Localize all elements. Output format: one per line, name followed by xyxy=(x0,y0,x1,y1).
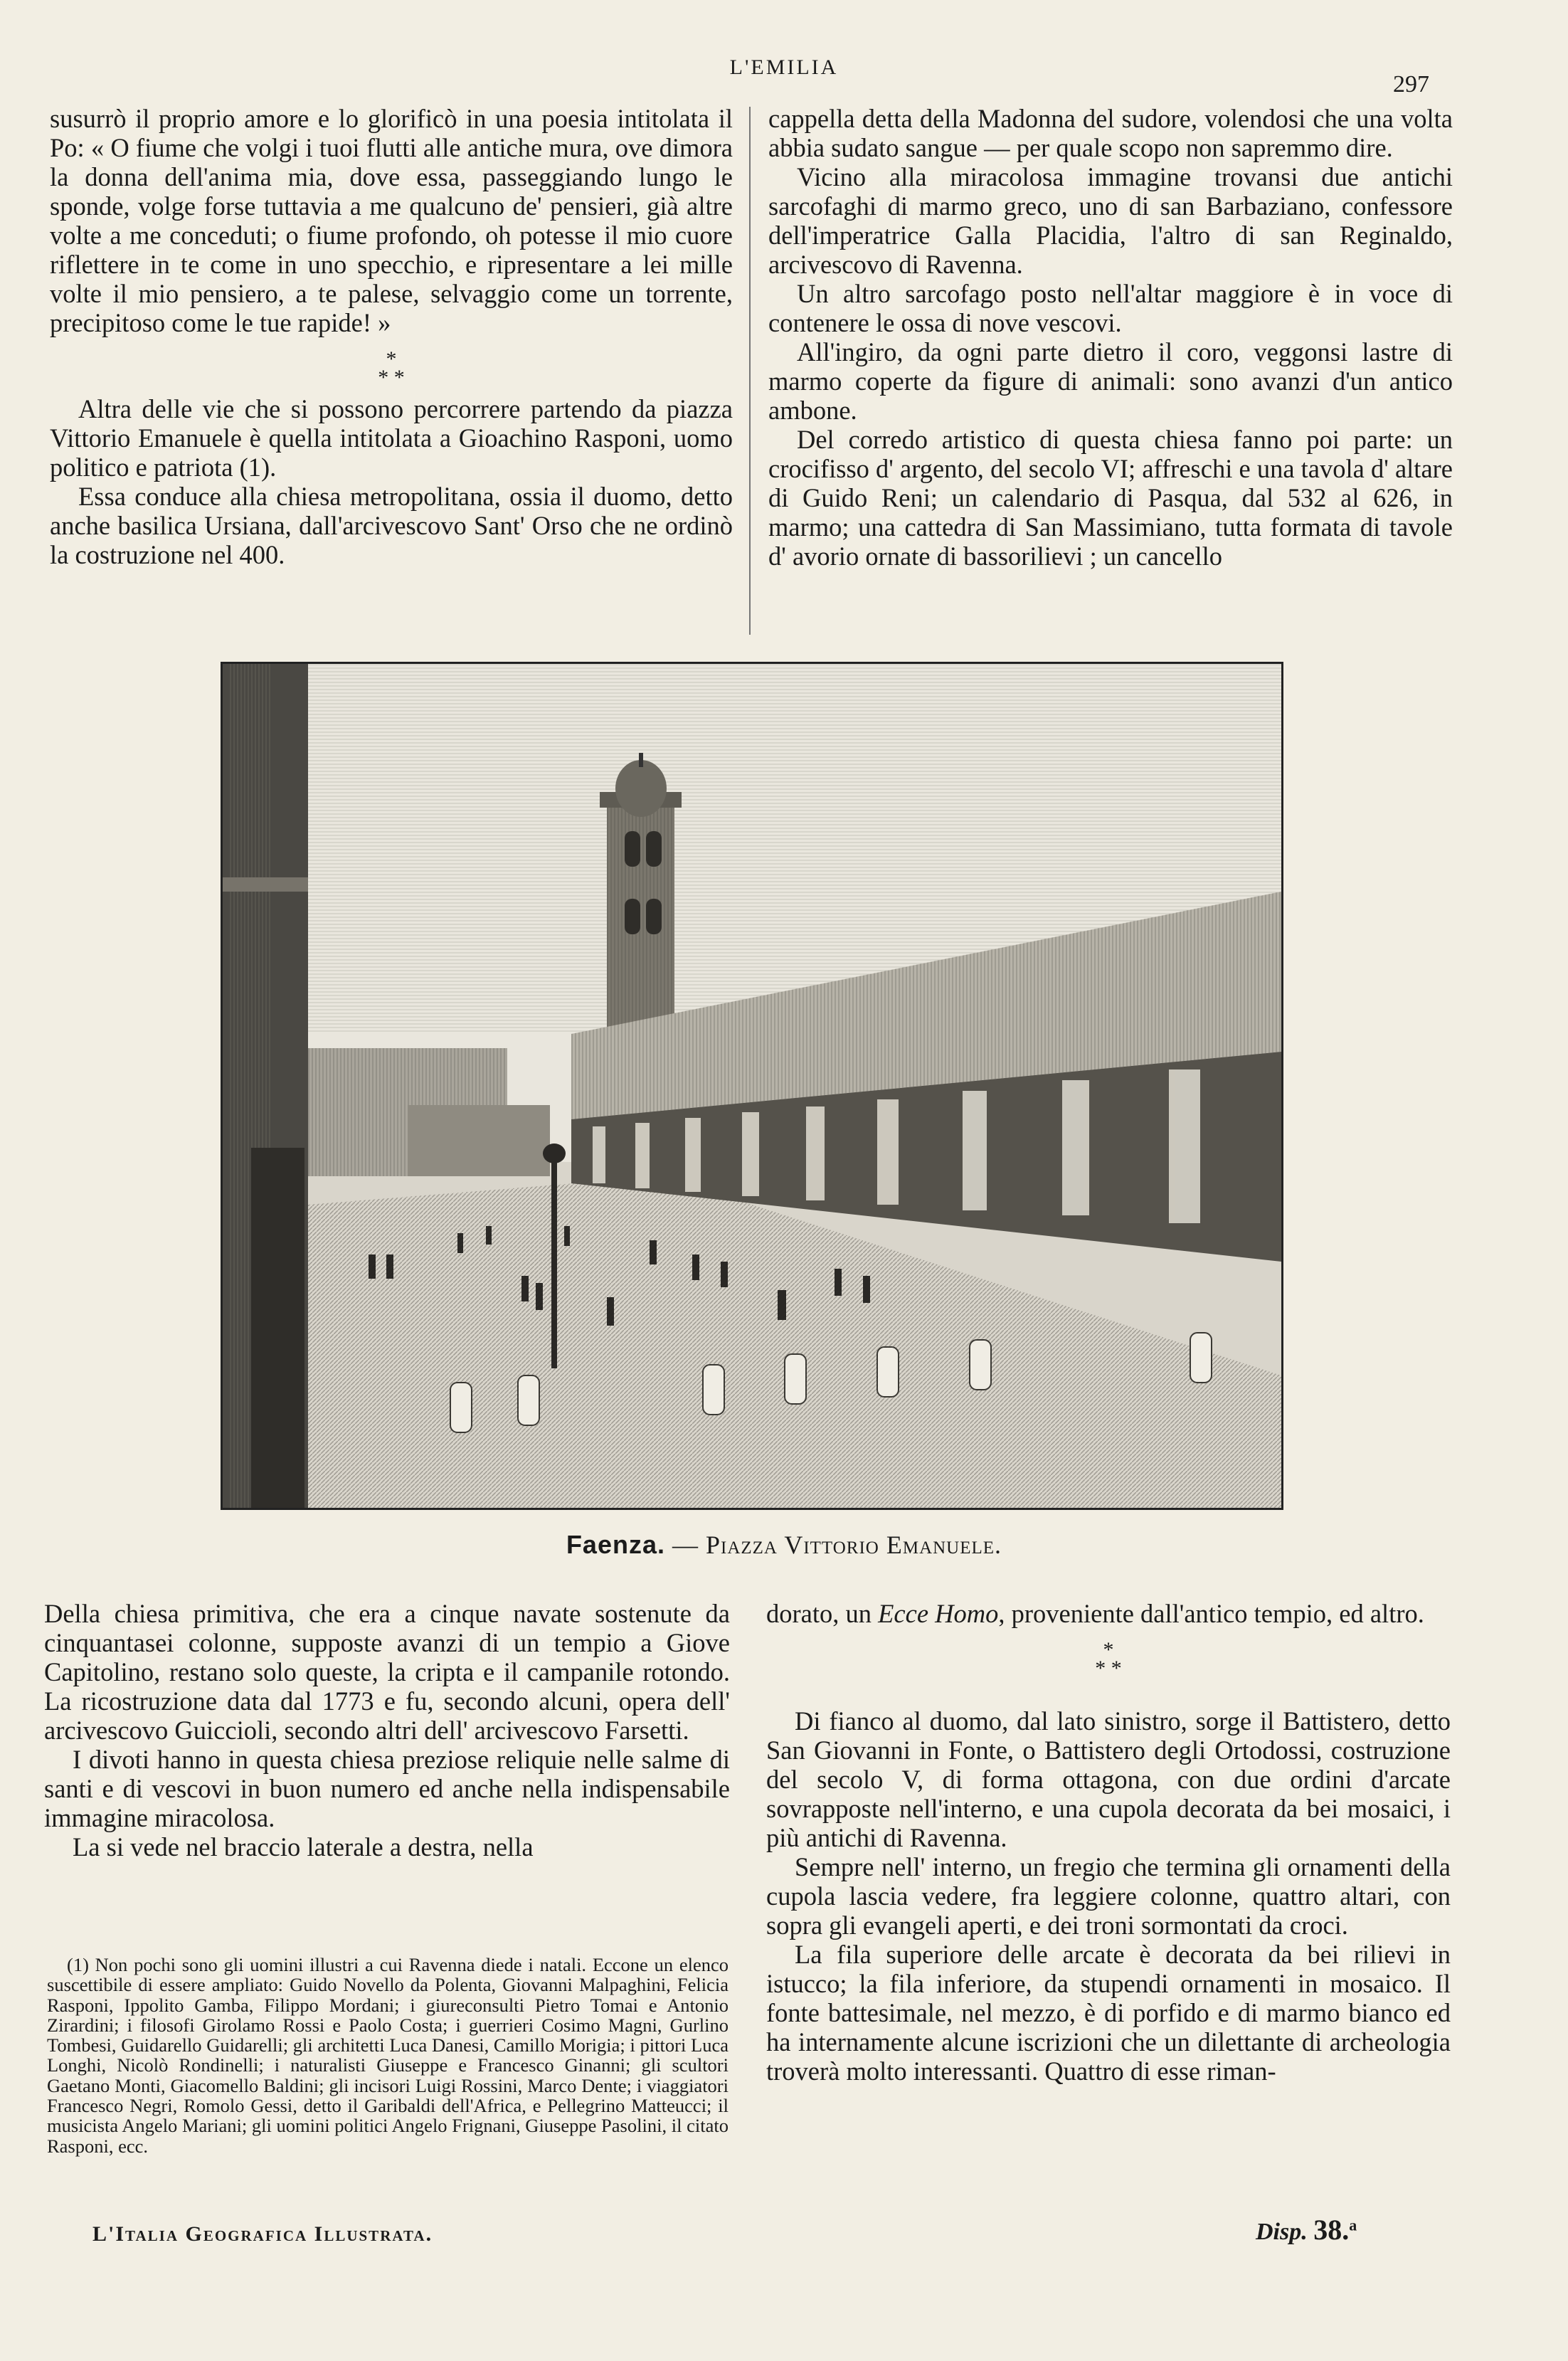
text-run: dorato, un xyxy=(766,1599,879,1628)
paragraph: susurrò il proprio amore e lo glorificò in una poesia intitolata il Po: « O fiume che volgi i tuoi flutti alle antiche mura, ove dimora la donna dell'anima mia, dove essa, passeggiando lungo le sponde, volge forse tuttavia a me qualcuno de' pensieri, già altre volte a me conceduti; o fiume profondo, oh potesse il mio cuore riflettere in te come in uno specchio, e ripresentare a lei mille volte il mio pensiero, a te palese, selvaggio come un torrente, precipitoso come le tue rapide! » xyxy=(50,104,733,337)
paragraph: Vicino alla miracolosa immagine trovansi due antichi sarcofaghi di marmo greco, uno di san Barbaziano, confessore dell'imperatrice Galla Placidia, l'altro di san Reginaldo, arcivescovo di Ravenna. xyxy=(768,162,1453,279)
paragraph: La fila superiore delle arcate è decorata da bei rilievi in istucco; la fila inferiore, da stupendi ornamenti in mosaico. Il fonte battesimale, nel mezzo, è di porfido e di marmo bianco ed ha internamente alcune iscrizioni che un dilettante di archeologia troverà molto interessanti. Quattro di esse riman- xyxy=(766,1940,1451,2086)
disp-sup: a xyxy=(1349,2216,1357,2234)
piazza-engraving xyxy=(223,664,1281,1508)
engraving-illustration xyxy=(221,662,1283,1510)
disp-number: 38. xyxy=(1313,2214,1350,2246)
text-run: , proveniente dall'antico tempio, ed altro. xyxy=(998,1599,1424,1628)
paragraph: Di fianco al duomo, dal lato sinistro, sorge il Battistero, detto San Giovanni in Fonte, o Battistero degli Ortodossi, costruzione del secolo V, di forma ottagona, con due ordini d'arcate sovrapposte nell'interno, e una cupola decorata da bei mosaici, i più antichi di Ravenna. xyxy=(766,1706,1451,1852)
column-top-left xyxy=(50,104,733,569)
italic-title: Ecce Homo xyxy=(878,1599,999,1628)
page-number: 297 xyxy=(1393,71,1429,97)
disp-label: Disp. xyxy=(1256,2219,1308,2245)
paragraph: I divoti hanno in questa chiesa preziose reliquie nelle salme di santi e di vescovi in buon numero ed anche nella indispensabile immagine miracolosa. xyxy=(44,1745,730,1832)
column-rule xyxy=(749,107,751,635)
figure-caption xyxy=(0,1530,1568,1560)
caption-place: Faenza. xyxy=(566,1530,665,1559)
paragraph: All'ingiro, da ogni parte dietro il coro, veggonsi lastre di marmo coperte da figure di animali: sono avanzi d'un antico ambone. xyxy=(768,337,1453,425)
paragraph: cappella detta della Madonna del sudore, volendosi che una volta abbia sudato sangue — per quale scopo non sapremmo dire. xyxy=(768,104,1453,162)
dispensa-marker xyxy=(1256,2213,1357,2246)
caption-title: Piazza Vittorio Emanuele. xyxy=(705,1531,1002,1559)
paragraph: La si vede nel braccio laterale a destra, nella xyxy=(73,1832,534,1861)
column-bottom-right xyxy=(766,1599,1451,2086)
footnote-text: (1) Non pochi sono gli uomini illustri a cui Ravenna diede i natali. Eccone un elenco suscettibile di essere ampliato: Guido Novello da Polenta, Giovanni Malpaghini, Felicia Rasponi, Ippolito Gamba, Filippo Mordani; i giureconsulti Pietro Tomai e Antonio Zirardini; i filosofi Girolamo Rossi e Paolo Costa; i guerrieri Cosimo Magni, Gurlino Tombesi, Guidarello Guidarelli; gli architetti Luca Danesi, Camillo Morigia; i pittori Luca Longhi, Nicolò Rondinelli; i naturalisti Giuseppe e Francesco Ginanni; gli scultori Gaetano Monti, Giacomello Baldini; gli incisori Luigi Rossini, Marco Dente; i viaggiatori Francesco Negri, Romolo Gessi, detto il Garibaldi dell'Africa, e Pellegrino Matteucci; il musicista Angelo Mariani; gli uomini politici Angelo Frignani, Giuseppe Pasolini, il citato Rasponi, ecc. xyxy=(47,1954,729,2157)
paragraph: Un altro sarcofago posto nell'altar maggiore è in voce di contenere le ossa di nove vescovi. xyxy=(768,279,1453,337)
asterism-divider: * * * xyxy=(1095,1638,1122,1680)
paragraph: Sempre nell' interno, un fregio che termina gli ornamenti della cupola lascia vedere, fra leggiere colonne, quattro altari, con sopra gli evangeli aperti, e dei troni sormontati da croci. xyxy=(766,1852,1451,1940)
column-top-right xyxy=(768,104,1453,571)
running-title: L'EMILIA xyxy=(729,56,839,79)
caption-dash: — xyxy=(664,1531,706,1559)
footnote xyxy=(47,1955,729,2156)
column-bottom-left xyxy=(44,1599,730,1861)
asterism-divider: * * * xyxy=(378,347,405,389)
paragraph: Altra delle vie che si possono percorrere partendo da piazza Vittorio Emanuele è quella intitolata a Gioachino Rasponi, uomo politico e patriota (1). xyxy=(50,394,733,482)
publication-title: L'Italia Geografica Illustrata. xyxy=(92,2222,433,2246)
paragraph: Del corredo artistico di questa chiesa fanno poi parte: un crocifisso d' argento, del secolo VI; affreschi e una tavola d' altare di Guido Reni; un calendario di Pasqua, dal 532 al 626, in marmo; una cattedra di San Massimiano, tutta formata di tavole d' avorio ornate di bassorilievi ; un cancello xyxy=(768,425,1453,571)
paragraph xyxy=(766,1599,1451,1628)
paragraph: Essa conduce alla chiesa metropolitana, ossia il duomo, detto anche basilica Ursiana, dall'arcivescovo Sant' Orso che ne ordinò la costruzione nel 400. xyxy=(50,482,733,569)
paragraph: Della chiesa primitiva, che era a cinque navate sostenute da cinquantasei colonne, supposte avanzi di un tempio a Giove Capitolino, restano solo queste, la cripta e il campanile rotondo. La ricostruzione data dal 1773 e fu, secondo alcuni, opera dell' arcivescovo Guiccioli, secondo altri dell' arcivescovo Farsetti. xyxy=(44,1599,730,1745)
